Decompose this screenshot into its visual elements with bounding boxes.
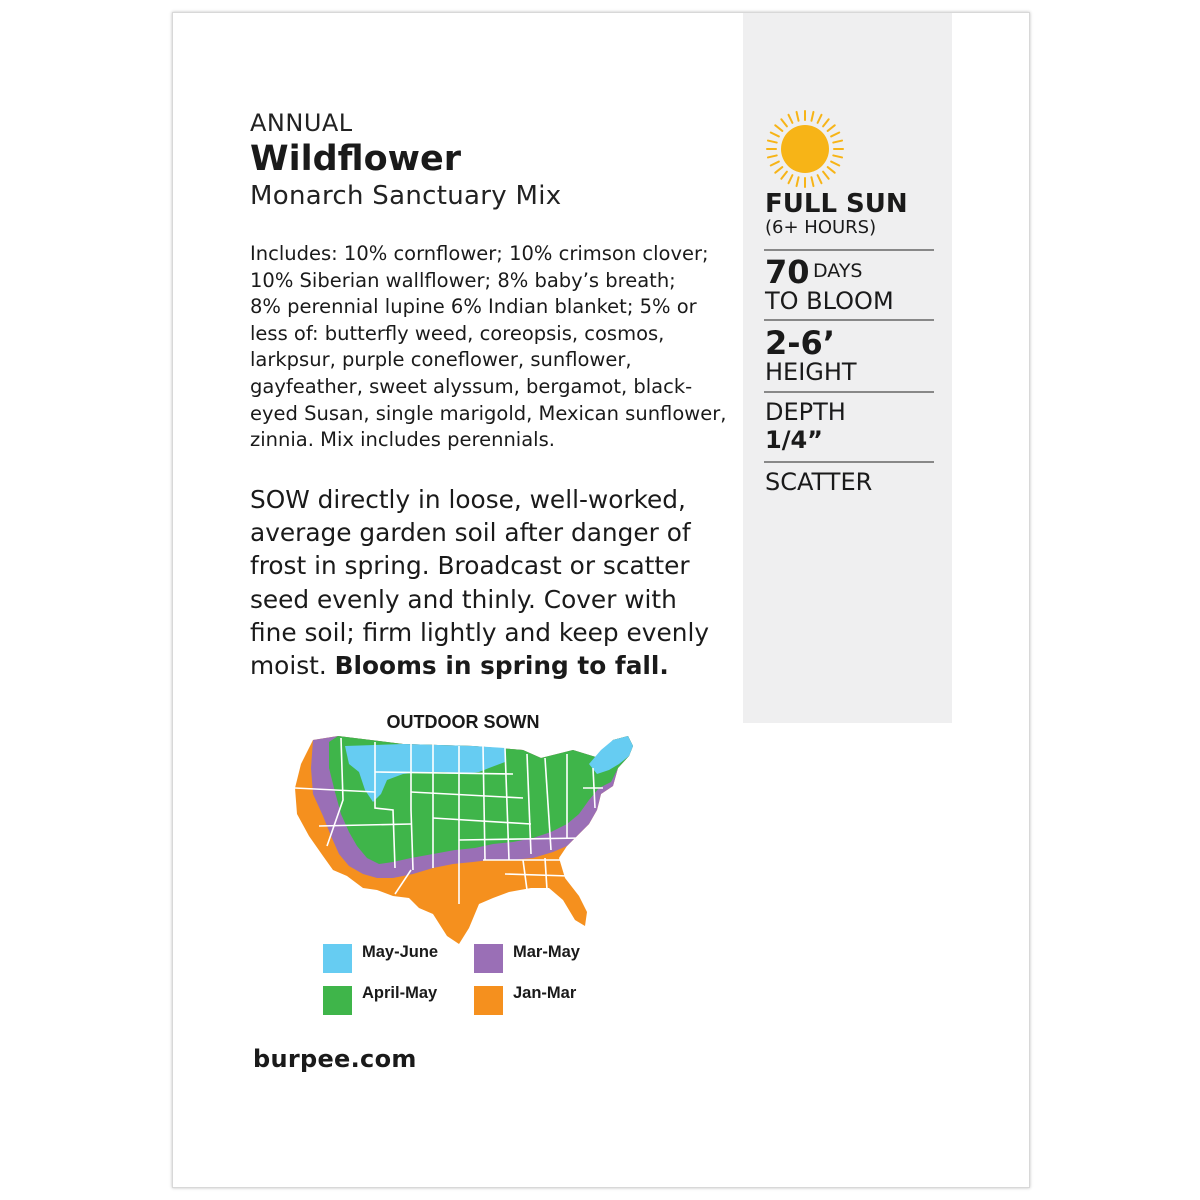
legend-label-april-may: April-May	[362, 984, 438, 1002]
divider	[764, 391, 934, 393]
sun-hours: (6+ HOURS)	[765, 217, 877, 238]
divider	[764, 249, 934, 251]
website-link[interactable]: burpee.com	[253, 1045, 417, 1073]
sowing-depth-value: 1/4”	[765, 426, 823, 454]
spacing-label: SCATTER	[765, 468, 873, 496]
legend-label-mar-may: Mar-May	[513, 943, 580, 961]
legend-swatch-april-may	[323, 986, 352, 1015]
days-to-bloom-value: 70	[765, 253, 810, 291]
mix-contents-line: Includes: 10% cornflower; 10% crimson clover;	[250, 242, 709, 265]
zone-may-june-northeast	[589, 736, 633, 774]
sowing-line: SOW directly in loose, well-worked,	[250, 485, 686, 514]
days-to-bloom-label: TO BLOOM	[765, 287, 894, 315]
mix-contents-line: 8% perennial lupine 6% Indian blanket; 5% or	[250, 295, 697, 319]
sowing-line	[250, 649, 740, 682]
mix-contents-line: less of: butterfly weed, coreopsis, cosmos,	[250, 321, 665, 345]
sowing-line: seed evenly and thinly. Cover with	[250, 584, 677, 614]
days-unit: DAYS	[813, 260, 863, 282]
seed-packet-back	[172, 12, 1030, 1188]
mix-contents-line: gayfeather, sweet alyssum, bergamot, black-	[250, 374, 693, 398]
mix-contents-line: larkpsur, purple coneflower, sunflower,	[250, 348, 632, 372]
legend-label-jan-mar: Jan-Mar	[513, 984, 577, 1002]
mix-contents-line: eyed Susan, single marigold, Mexican sunflower,	[250, 401, 727, 425]
sowing-depth-label: DEPTH	[765, 398, 846, 426]
legend-swatch-jan-mar	[474, 986, 503, 1015]
plant-name: Wildflower	[250, 139, 461, 179]
plant-category: ANNUAL	[250, 109, 353, 137]
mix-contents	[250, 241, 740, 454]
mix-contents-line: zinnia. Mix includes perennials.	[250, 428, 555, 452]
map-title: OUTDOOR SOWN	[386, 712, 540, 732]
legend-swatch-may-june	[323, 944, 352, 973]
legend-label-may-june: May-June	[362, 943, 439, 961]
sowing-line-text: moist.	[250, 651, 335, 681]
bloom-season: Blooms in spring to fall.	[334, 651, 669, 681]
divider	[764, 319, 934, 321]
sowing-line: average garden soil after danger of	[250, 518, 691, 548]
plant-height-value: 2-6’	[765, 324, 835, 362]
divider	[764, 461, 934, 463]
sun-requirement: FULL SUN	[765, 189, 908, 219]
variety-name: Monarch Sanctuary Mix	[250, 181, 562, 211]
legend-swatch-mar-may	[474, 944, 503, 973]
sowing-instructions	[250, 483, 740, 682]
us-planting-zone-map	[283, 728, 643, 953]
sowing-line: frost in spring. Broadcast or scatter	[250, 551, 690, 581]
sowing-line: fine soil; firm lightly and keep evenly	[250, 617, 710, 647]
sun-icon	[765, 109, 845, 189]
mix-contents-line: 10% Siberian wallflower; 8% baby’s breath;	[250, 268, 676, 292]
plant-height-label: HEIGHT	[765, 358, 857, 386]
